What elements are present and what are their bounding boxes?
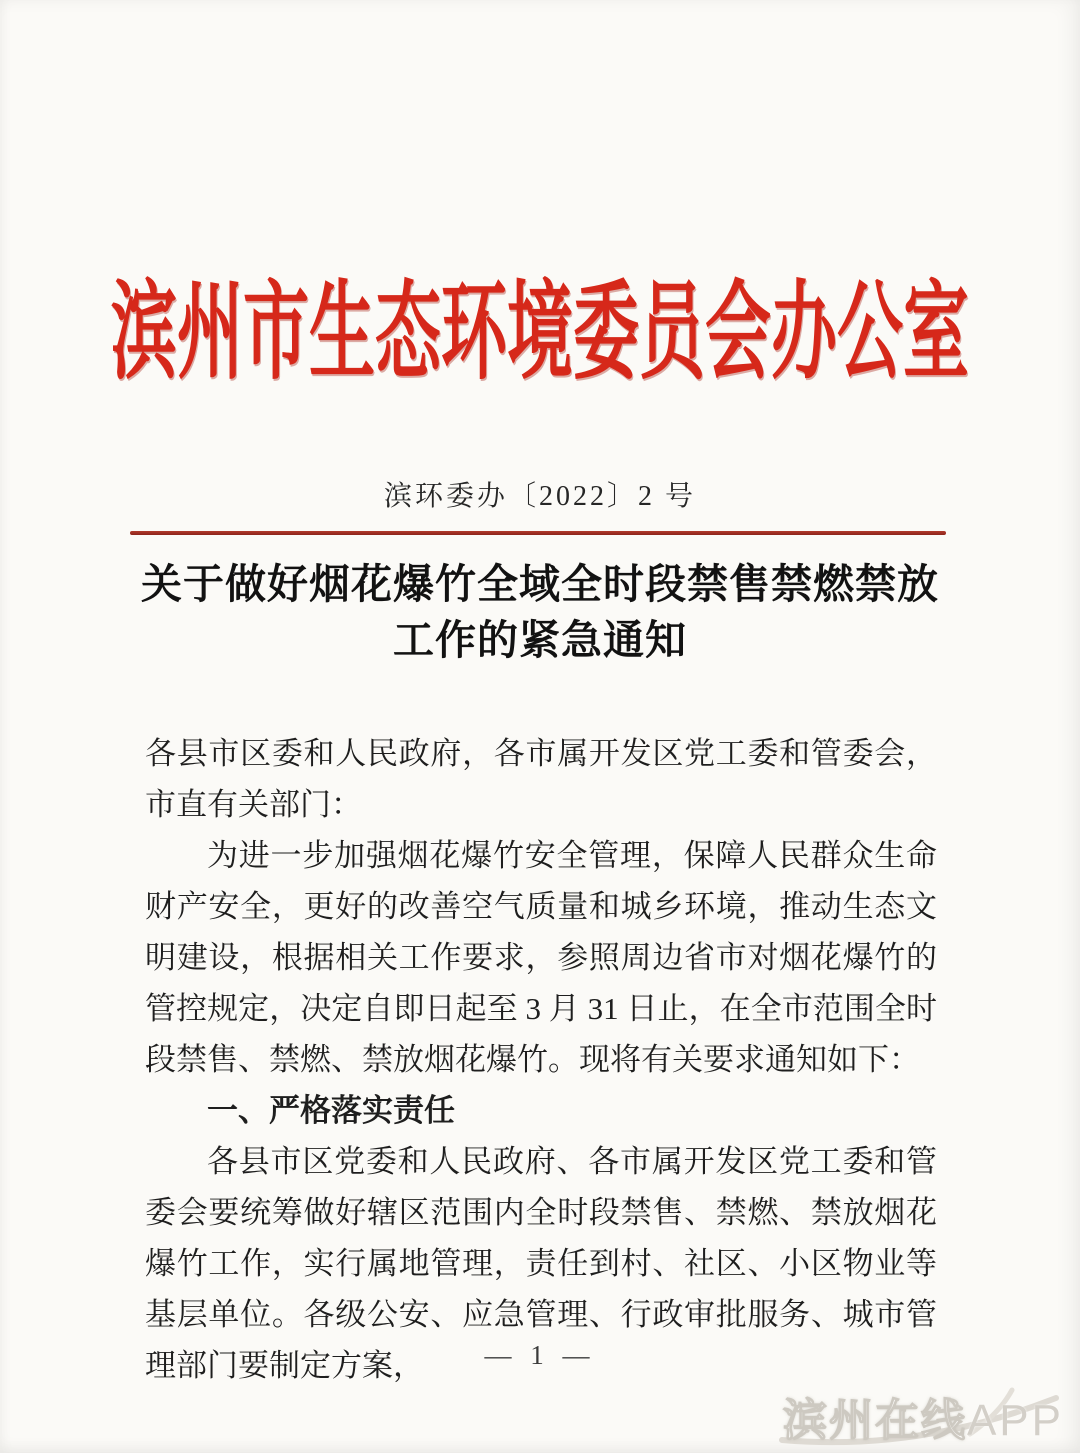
header-organization [0,252,1080,392]
document-title-line1: 关于做好烟花爆竹全域全时段禁售禁燃禁放 [141,561,939,607]
document-title [90,556,990,668]
watermark [774,1384,1064,1450]
salutation: 各县市区委和人民政府，各市属开发区党工委和管委会，市直有关部门： [145,736,937,822]
page-number: — 1 — [484,1340,596,1370]
document-title-line2: 工作的紧急通知 [393,617,687,663]
watermark-app-text: APP [966,1396,1064,1445]
red-separator-line [130,531,946,535]
paragraph-intro: 为进一步加强烟花爆竹安全管理，保障人民群众生命财产安全，更好的改善空气质量和城乡环境，推动生态文明建设，根据相关工作要求，参照周边省市对烟花爆竹的管控规定，决定自即日起至 3 月 31 日止，在全市范围全时段禁售、禁燃、禁放烟花爆竹。现将有关要求通知如下： [145,838,937,1077]
document-body [145,728,937,1391]
document-number: 滨环委办〔2022〕2 号 [383,481,696,512]
section-heading-1: 一、严格落实责任 [207,1093,455,1128]
section-paragraph-1: 各县市区党委和人民政府、各市属开发区党工委和管委会要统筹做好辖区范围内全时段禁售、禁燃、禁放烟花爆竹工作，实行属地管理，责任到村、社区、小区物业等基层单位。各级公安、应急管理、行政审批服务、城市管理部门要制定方案， [145,1144,937,1383]
watermark-brand-text: 滨州在线 [782,1396,967,1445]
header-organization-text: 滨州市生态环境委员会办公室 [111,274,969,393]
